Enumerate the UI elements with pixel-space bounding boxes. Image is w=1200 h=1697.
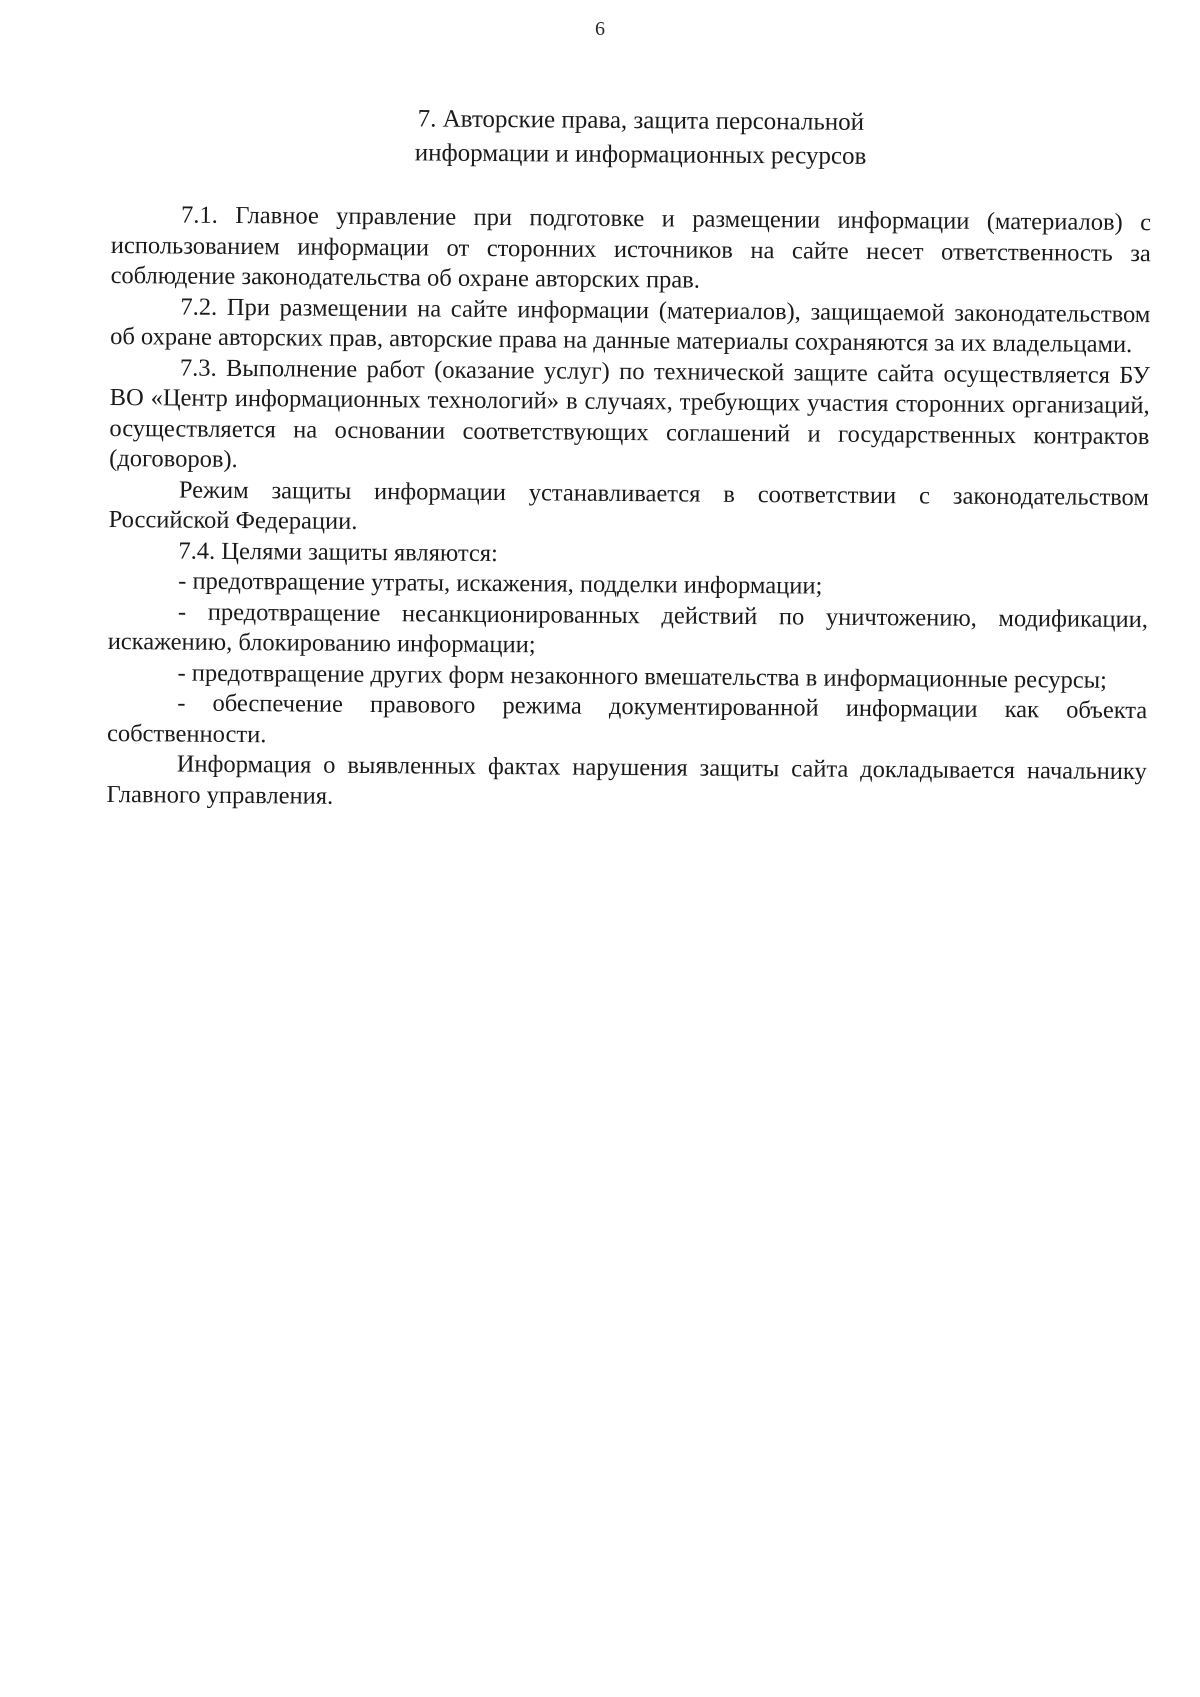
paragraph-7-3: 7.3. Выполнение работ (оказание услуг) по технической защите сайта осуществляется БУ ВО «Центр информационных технологий» в случаях, требующих участия сторонних организаций, осуществляется на основании соответствующих соглашений и государственных контрактов (договоров).	[109, 354, 1150, 473]
paragraph-7-2: 7.2. При размещении на сайте информации (материалов), защищаемой законодательством об охране авторских прав, авторские права на данные материалы сохраняются за их владельцами.	[110, 293, 1151, 359]
paragraph-7-1: 7.1. Главное управление при подготовке и размещении информации (материалов) с использованием информации от сторонних источников на сайте несет ответственность за соблюдение законодательства об охране авторских прав.	[110, 201, 1152, 294]
page-number: 6	[595, 18, 605, 40]
list-item-goal-4: - обеспечение правового режима документированной информации как объекта собственности.	[106, 689, 1148, 748]
section-title-line-2: информации и информационных ресурсов	[414, 139, 867, 170]
section-title-line-1: 7. Авторские права, защита персональной	[417, 105, 865, 136]
list-item-goal-1: - предотвращение утраты, искажения, подделки информации;	[178, 567, 823, 600]
document-body	[106, 100, 1152, 818]
paragraph-7-4: 7.4. Целями защиты являются:	[178, 537, 499, 567]
list-item-goal-2: - предотвращение несанкционированных действий по уничтожению, модификации, искажению, блокированию информации;	[107, 598, 1149, 659]
section-title	[111, 100, 1152, 176]
paragraph-protection-regime: Режим защиты информации устанавливается в соответствии с законодательством Российской Федерации.	[108, 476, 1150, 535]
paragraph-violation-report: Информация о выявленных фактах нарушения защиты сайта докладывается начальнику Главного управления.	[106, 750, 1147, 810]
list-item-goal-3: - предотвращение других форм незаконного вмешательства в информационные ресурсы;	[177, 659, 1108, 694]
